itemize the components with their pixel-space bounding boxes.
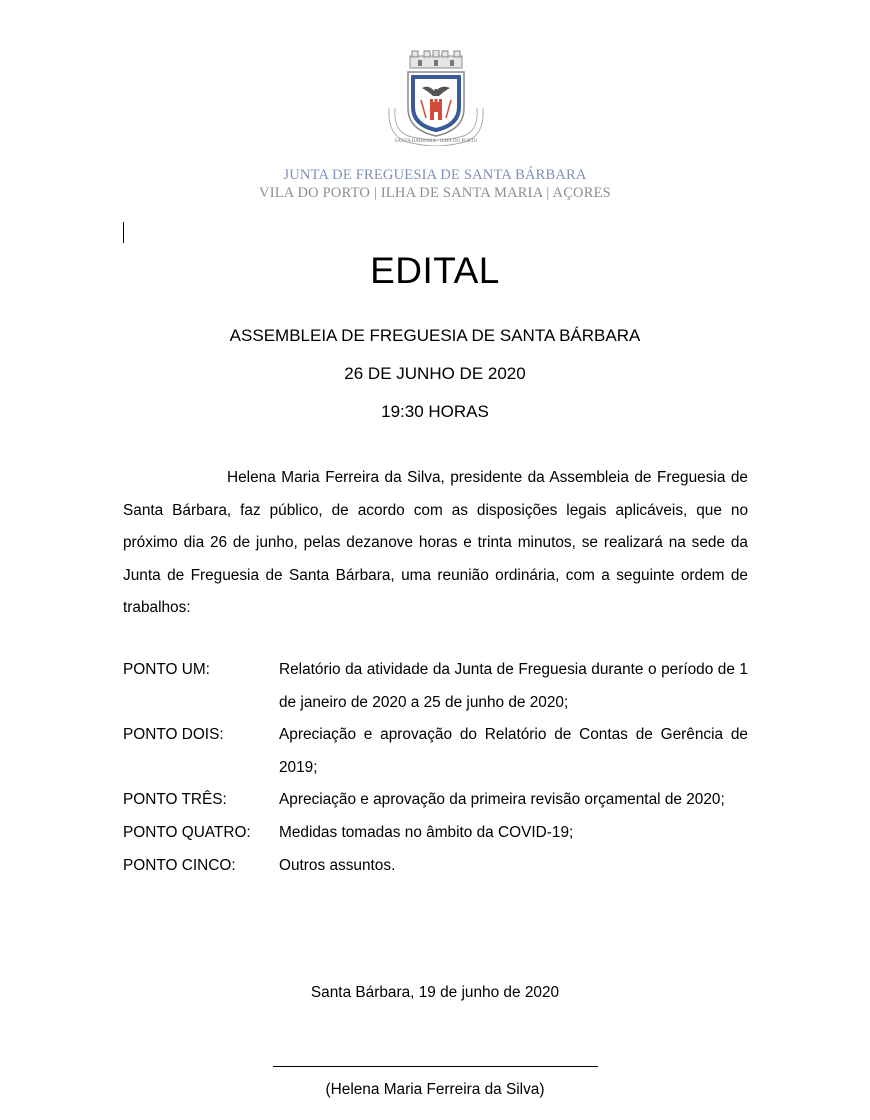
- place-and-date: Santa Bárbara, 19 de junho de 2020: [310, 984, 560, 1001]
- agenda-list: [123, 654, 748, 882]
- agenda-item: [123, 654, 748, 719]
- document-subtitle-time: 19:30 HORAS: [381, 402, 489, 421]
- agenda-item-text: Medidas tomadas no âmbito da COVID-19;: [279, 823, 574, 841]
- agenda-item-label: PONTO QUATRO:: [123, 823, 251, 841]
- agenda-item: [123, 850, 748, 883]
- agenda-item-text: Apreciação e aprovação do Relatório de Contas de Gerência de 2019;: [279, 726, 748, 776]
- text-cursor: [123, 222, 124, 243]
- document-subtitle-date: 26 DE JUNHO DE 2020: [344, 364, 526, 383]
- agenda-item-label: PONTO CINCO:: [123, 856, 236, 874]
- agenda-item-text: Apreciação e aprovação da primeira revisão orçamental de 2020;: [279, 791, 725, 809]
- organization-location: VILA DO PORTO | ILHA DE SANTA MARIA | AÇORES: [259, 185, 611, 201]
- agenda-item-label: PONTO TRÊS:: [123, 791, 227, 809]
- signatory-name: (Helena Maria Ferreira da Silva): [325, 1081, 545, 1098]
- announcement-paragraph: Helena Maria Ferreira da Silva, presidente da Assembleia de Freguesia de Santa Bárbara, faz público, de acordo com as disposições legais aplicáveis, que no próximo dia 26 de junho, pelas dezanove horas e trinta minutos, se realizará na sede da Junta de Freguesia de Santa Bárbara, uma reunião ordinária, com a seguinte ordem de trabalhos:: [123, 469, 748, 617]
- document-subtitle-assembly: ASSEMBLEIA DE FREGUESIA DE SANTA BÁRBARA: [229, 326, 641, 345]
- document-title: EDITAL: [370, 250, 500, 291]
- agenda-item: [123, 817, 748, 850]
- signature-line: [273, 1066, 598, 1067]
- coat-of-arms-icon: [388, 50, 484, 146]
- agenda-item-text: Relatório da atividade da Junta de Freguesia durante o período de 1 de janeiro de 2020 a 25 de junho de 2020;: [279, 661, 748, 711]
- agenda-item-text: Outros assuntos.: [279, 856, 396, 874]
- agenda-item-label: PONTO UM:: [123, 661, 210, 678]
- agenda-item-label: PONTO DOIS:: [123, 726, 224, 744]
- agenda-item: [123, 719, 748, 784]
- agenda-item: [123, 784, 748, 817]
- crest-ribbon-text: SANTA BÁRBARA · ILHA DO PORTO: [394, 139, 478, 144]
- organization-name: JUNTA DE FREGUESIA DE SANTA BÁRBARA: [283, 167, 587, 183]
